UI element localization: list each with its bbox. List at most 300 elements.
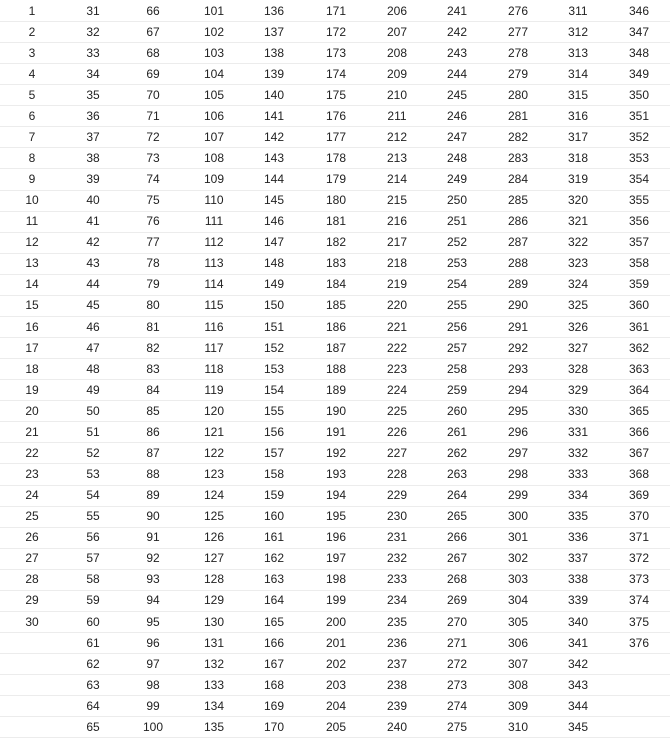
table-cell: 77 xyxy=(146,235,160,249)
table-cell: 46 xyxy=(86,320,100,334)
table-cell: 207 xyxy=(386,25,408,39)
table-cell: 4 xyxy=(28,67,36,81)
table-cell: 106 xyxy=(203,109,225,123)
table-cell: 107 xyxy=(203,130,225,144)
table-cell: 93 xyxy=(146,572,160,586)
table-cell: 376 xyxy=(628,636,650,650)
table-cell: 176 xyxy=(325,109,347,123)
table-cell: 174 xyxy=(325,67,347,81)
table-cell: 250 xyxy=(446,193,468,207)
table-cell: 18 xyxy=(25,362,39,376)
table-cell: 375 xyxy=(628,615,650,629)
table-cell: 59 xyxy=(86,593,100,607)
table-cell: 367 xyxy=(628,446,650,460)
table-cell: 121 xyxy=(203,425,225,439)
table-cell: 135 xyxy=(203,720,225,734)
table-cell: 317 xyxy=(567,130,589,144)
table-cell: 282 xyxy=(507,130,529,144)
table-cell: 14 xyxy=(25,277,39,291)
table-cell: 273 xyxy=(446,678,468,692)
table-cell: 23 xyxy=(25,467,39,481)
table-cell: 131 xyxy=(203,636,225,650)
table-cell: 134 xyxy=(203,699,225,713)
table-cell: 1 xyxy=(28,4,36,18)
table-cell: 252 xyxy=(446,235,468,249)
table-cell: 371 xyxy=(628,530,650,544)
table-cell: 194 xyxy=(325,488,347,502)
table-cell: 34 xyxy=(86,67,100,81)
table-cell: 318 xyxy=(567,151,589,165)
table-cell: 36 xyxy=(86,109,100,123)
table-cell: 66 xyxy=(146,4,160,18)
table-cell: 160 xyxy=(263,509,285,523)
table-cell: 316 xyxy=(567,109,589,123)
table-cell: 314 xyxy=(567,67,589,81)
table-cell: 8 xyxy=(28,151,36,165)
table-cell: 117 xyxy=(204,341,224,355)
table-cell: 196 xyxy=(325,530,347,544)
table-cell: 224 xyxy=(386,383,408,397)
table-cell: 147 xyxy=(263,235,285,249)
table-cell: 95 xyxy=(146,615,160,629)
table-cell: 278 xyxy=(507,46,529,60)
table-cell: 230 xyxy=(386,509,408,523)
table-cell: 75 xyxy=(146,193,160,207)
table-cell: 363 xyxy=(628,362,650,376)
table-cell: 170 xyxy=(263,720,285,734)
table-cell: 341 xyxy=(567,636,589,650)
table-cell: 86 xyxy=(146,425,160,439)
table-cell: 340 xyxy=(567,615,589,629)
table-cell: 356 xyxy=(628,214,650,228)
table-cell: 133 xyxy=(203,678,225,692)
table-cell: 22 xyxy=(25,446,39,460)
table-cell: 167 xyxy=(263,657,285,671)
table-cell: 120 xyxy=(203,404,225,418)
table-cell: 6 xyxy=(28,109,36,123)
table-cell: 163 xyxy=(263,572,285,586)
table-cell: 63 xyxy=(86,678,100,692)
table-cell: 20 xyxy=(25,404,39,418)
table-cell: 13 xyxy=(25,256,39,270)
table-cell: 88 xyxy=(146,467,160,481)
table-cell: 55 xyxy=(86,509,100,523)
table-cell: 344 xyxy=(567,699,589,713)
table-cell: 260 xyxy=(446,404,468,418)
table-cell: 38 xyxy=(86,151,100,165)
table-cell: 235 xyxy=(386,615,408,629)
table-cell: 101 xyxy=(203,4,225,18)
table-cell: 366 xyxy=(628,425,650,439)
table-cell: 64 xyxy=(86,699,100,713)
table-cell: 94 xyxy=(146,593,160,607)
table-cell: 184 xyxy=(325,277,347,291)
table-cell: 251 xyxy=(446,214,468,228)
table-cell: 70 xyxy=(146,88,160,102)
table-cell: 78 xyxy=(146,256,160,270)
table-cell: 98 xyxy=(146,678,160,692)
table-cell: 336 xyxy=(567,530,589,544)
table-cell: 335 xyxy=(567,509,589,523)
table-cell: 140 xyxy=(263,88,285,102)
table-cell: 311 xyxy=(568,4,588,18)
table-cell: 268 xyxy=(446,572,468,586)
table-cell: 299 xyxy=(507,488,529,502)
table-cell: 161 xyxy=(263,530,285,544)
table-cell: 208 xyxy=(386,46,408,60)
table-cell: 25 xyxy=(25,509,39,523)
table-cell: 71 xyxy=(146,109,160,123)
table-cell: 233 xyxy=(386,572,408,586)
table-cell: 320 xyxy=(567,193,589,207)
table-cell: 182 xyxy=(325,235,347,249)
table-cell: 92 xyxy=(146,551,160,565)
table-cell: 187 xyxy=(325,341,347,355)
table-cell: 199 xyxy=(325,593,347,607)
table-cell: 372 xyxy=(628,551,650,565)
table-cell: 144 xyxy=(263,172,285,186)
table-cell: 146 xyxy=(263,214,285,228)
table-cell: 103 xyxy=(203,46,225,60)
table-cell: 270 xyxy=(446,615,468,629)
table-cell: 99 xyxy=(146,699,160,713)
table-cell: 297 xyxy=(507,446,529,460)
table-cell: 108 xyxy=(203,151,225,165)
table-cell: 130 xyxy=(203,615,225,629)
table-cell: 115 xyxy=(204,298,224,312)
table-cell: 44 xyxy=(86,277,100,291)
table-cell: 171 xyxy=(325,4,347,18)
table-cell: 123 xyxy=(203,467,225,481)
table-cell: 213 xyxy=(386,151,408,165)
table-cell: 198 xyxy=(325,572,347,586)
table-cell: 315 xyxy=(567,88,589,102)
table-cell: 342 xyxy=(567,657,589,671)
table-cell: 206 xyxy=(386,4,408,18)
table-cell: 222 xyxy=(386,341,408,355)
table-cell: 232 xyxy=(386,551,408,565)
table-cell: 243 xyxy=(446,46,468,60)
table-cell: 263 xyxy=(446,467,468,481)
table-cell: 360 xyxy=(628,298,650,312)
table-cell: 191 xyxy=(325,425,347,439)
table-cell: 189 xyxy=(325,383,347,397)
table-cell: 27 xyxy=(25,551,39,565)
table-cell: 47 xyxy=(86,341,100,355)
table-cell: 45 xyxy=(86,298,100,312)
table-cell: 168 xyxy=(263,678,285,692)
table-cell: 91 xyxy=(146,530,160,544)
table-cell: 337 xyxy=(567,551,589,565)
table-cell: 254 xyxy=(446,277,468,291)
table-cell: 228 xyxy=(386,467,408,481)
table-cell: 307 xyxy=(507,657,529,671)
table-cell: 295 xyxy=(507,404,529,418)
table-cell: 333 xyxy=(567,467,589,481)
table-cell: 139 xyxy=(263,67,285,81)
table-cell: 137 xyxy=(263,25,285,39)
table-cell: 159 xyxy=(263,488,285,502)
table-cell: 62 xyxy=(86,657,100,671)
table-cell: 374 xyxy=(628,593,650,607)
table-cell: 322 xyxy=(567,235,589,249)
table-cell: 43 xyxy=(86,256,100,270)
table-cell: 288 xyxy=(507,256,529,270)
table-cell: 65 xyxy=(86,720,100,734)
table-cell: 281 xyxy=(507,109,529,123)
table-cell: 192 xyxy=(325,446,347,460)
table-cell: 279 xyxy=(507,67,529,81)
table-cell: 350 xyxy=(628,88,650,102)
table-cell: 138 xyxy=(263,46,285,60)
table-cell: 290 xyxy=(507,298,529,312)
table-cell: 237 xyxy=(386,657,408,671)
table-cell: 30 xyxy=(25,615,39,629)
table-cell: 361 xyxy=(628,320,650,334)
table-cell: 172 xyxy=(325,25,347,39)
table-cell: 308 xyxy=(507,678,529,692)
table-cell: 152 xyxy=(263,341,285,355)
table-cell: 195 xyxy=(325,509,347,523)
table-cell: 179 xyxy=(325,172,347,186)
table-cell: 87 xyxy=(146,446,160,460)
table-cell: 246 xyxy=(446,109,468,123)
table-cell: 100 xyxy=(142,720,164,734)
table-cell: 223 xyxy=(386,362,408,376)
table-cell: 248 xyxy=(446,151,468,165)
table-cell: 50 xyxy=(86,404,100,418)
table-cell: 275 xyxy=(446,720,468,734)
table-cell: 56 xyxy=(86,530,100,544)
table-cell: 296 xyxy=(507,425,529,439)
table-cell: 373 xyxy=(628,572,650,586)
table-cell: 52 xyxy=(86,446,100,460)
table-cell: 216 xyxy=(386,214,408,228)
table-cell: 313 xyxy=(567,46,589,60)
table-cell: 262 xyxy=(446,446,468,460)
table-cell: 245 xyxy=(446,88,468,102)
table-cell: 175 xyxy=(325,88,347,102)
table-cell: 11 xyxy=(25,214,39,228)
table-cell: 85 xyxy=(146,404,160,418)
table-cell: 81 xyxy=(146,320,160,334)
table-cell: 127 xyxy=(203,551,225,565)
table-cell: 309 xyxy=(507,699,529,713)
table-cell: 306 xyxy=(507,636,529,650)
table-cell: 35 xyxy=(86,88,100,102)
table-cell: 110 xyxy=(204,193,224,207)
table-cell: 298 xyxy=(507,467,529,481)
table-cell: 304 xyxy=(507,593,529,607)
table-cell: 157 xyxy=(263,446,285,460)
table-cell: 173 xyxy=(325,46,347,60)
table-cell: 155 xyxy=(263,404,285,418)
table-cell: 209 xyxy=(386,67,408,81)
table-cell: 338 xyxy=(567,572,589,586)
table-cell: 323 xyxy=(567,256,589,270)
table-cell: 359 xyxy=(628,277,650,291)
table-cell: 122 xyxy=(203,446,225,460)
table-cell: 305 xyxy=(507,615,529,629)
table-cell: 321 xyxy=(567,214,589,228)
table-cell: 28 xyxy=(25,572,39,586)
table-cell: 67 xyxy=(146,25,160,39)
table-cell: 303 xyxy=(507,572,529,586)
table-cell: 84 xyxy=(146,383,160,397)
table-cell: 234 xyxy=(386,593,408,607)
table-cell: 349 xyxy=(628,67,650,81)
table-cell: 218 xyxy=(386,256,408,270)
table-cell: 353 xyxy=(628,151,650,165)
table-cell: 264 xyxy=(446,488,468,502)
table-cell: 300 xyxy=(507,509,529,523)
table-cell: 259 xyxy=(446,383,468,397)
table-cell: 324 xyxy=(567,277,589,291)
table-cell: 79 xyxy=(146,277,160,291)
table-cell: 197 xyxy=(325,551,347,565)
table-cell: 41 xyxy=(86,214,100,228)
table-cell: 332 xyxy=(567,446,589,460)
table-cell: 242 xyxy=(446,25,468,39)
table-cell: 326 xyxy=(567,320,589,334)
table-cell: 238 xyxy=(386,678,408,692)
table-cell: 40 xyxy=(86,193,100,207)
table-cell: 276 xyxy=(507,4,529,18)
table-cell: 239 xyxy=(386,699,408,713)
table-cell: 225 xyxy=(386,404,408,418)
table-cell: 193 xyxy=(325,467,347,481)
table-cell: 124 xyxy=(203,488,225,502)
table-cell: 325 xyxy=(567,298,589,312)
table-cell: 240 xyxy=(386,720,408,734)
table-cell: 58 xyxy=(86,572,100,586)
table-cell: 105 xyxy=(203,88,225,102)
table-cell: 119 xyxy=(204,383,224,397)
table-cell: 83 xyxy=(146,362,160,376)
table-cell: 5 xyxy=(28,88,36,102)
table-cell: 352 xyxy=(628,130,650,144)
table-cell: 150 xyxy=(263,298,285,312)
table-cell: 125 xyxy=(203,509,225,523)
table-cell: 257 xyxy=(446,341,468,355)
table-cell: 53 xyxy=(86,467,100,481)
table-cell: 145 xyxy=(263,193,285,207)
table-cell: 345 xyxy=(567,720,589,734)
table-cell: 39 xyxy=(86,172,100,186)
table-cell: 74 xyxy=(146,172,160,186)
table-cell: 292 xyxy=(507,341,529,355)
table-cell: 287 xyxy=(507,235,529,249)
table-cell: 178 xyxy=(325,151,347,165)
table-cell: 217 xyxy=(386,235,408,249)
table-cell: 61 xyxy=(86,636,100,650)
table-cell: 241 xyxy=(446,4,468,18)
table-cell: 21 xyxy=(25,425,39,439)
table-cell: 267 xyxy=(446,551,468,565)
table-cell: 143 xyxy=(263,151,285,165)
table-cell: 301 xyxy=(507,530,529,544)
table-cell: 310 xyxy=(507,720,529,734)
table-cell: 17 xyxy=(25,341,39,355)
table-cell: 68 xyxy=(146,46,160,60)
table-cell: 334 xyxy=(567,488,589,502)
table-cell: 72 xyxy=(146,130,160,144)
table-cell: 220 xyxy=(386,298,408,312)
table-cell: 368 xyxy=(628,467,650,481)
table-cell: 210 xyxy=(386,88,408,102)
table-cell: 236 xyxy=(386,636,408,650)
table-cell: 226 xyxy=(386,425,408,439)
table-cell: 219 xyxy=(386,277,408,291)
table-cell: 274 xyxy=(446,699,468,713)
table-cell: 148 xyxy=(263,256,285,270)
table-cell: 201 xyxy=(325,636,347,650)
table-cell: 293 xyxy=(507,362,529,376)
table-cell: 330 xyxy=(567,404,589,418)
table-cell: 319 xyxy=(567,172,589,186)
table-cell: 118 xyxy=(204,362,224,376)
table-cell: 166 xyxy=(263,636,285,650)
table-cell: 165 xyxy=(263,615,285,629)
table-cell: 114 xyxy=(204,277,224,291)
table-cell: 364 xyxy=(628,383,650,397)
table-cell: 57 xyxy=(86,551,100,565)
table-cell: 214 xyxy=(386,172,408,186)
table-cell: 32 xyxy=(86,25,100,39)
table-cell: 369 xyxy=(628,488,650,502)
table-cell: 343 xyxy=(567,678,589,692)
table-cell: 229 xyxy=(386,488,408,502)
table-cell: 328 xyxy=(567,362,589,376)
table-cell: 24 xyxy=(25,488,39,502)
table-cell: 19 xyxy=(25,383,39,397)
table-cell: 215 xyxy=(386,193,408,207)
table-cell: 355 xyxy=(628,193,650,207)
table-cell: 327 xyxy=(567,341,589,355)
table-cell: 247 xyxy=(446,130,468,144)
table-cell: 177 xyxy=(325,130,347,144)
table-cell: 49 xyxy=(86,383,100,397)
table-cell: 277 xyxy=(507,25,529,39)
table-cell: 126 xyxy=(203,530,225,544)
table-cell: 221 xyxy=(386,320,408,334)
table-cell: 244 xyxy=(446,67,468,81)
table-cell: 42 xyxy=(86,235,100,249)
table-cell: 3 xyxy=(28,46,36,60)
table-cell: 73 xyxy=(146,151,160,165)
table-cell: 203 xyxy=(325,678,347,692)
table-cell: 31 xyxy=(86,4,100,18)
table-cell: 202 xyxy=(325,657,347,671)
table-cell: 358 xyxy=(628,256,650,270)
table-cell: 89 xyxy=(146,488,160,502)
table-cell: 82 xyxy=(146,341,160,355)
table-cell: 365 xyxy=(628,404,650,418)
table-cell: 346 xyxy=(628,4,650,18)
table-cell: 331 xyxy=(567,425,589,439)
table-cell: 181 xyxy=(325,214,347,228)
table-cell: 211 xyxy=(387,109,407,123)
table-cell: 96 xyxy=(146,636,160,650)
table-cell: 283 xyxy=(507,151,529,165)
table-cell: 205 xyxy=(325,720,347,734)
table-cell: 227 xyxy=(386,446,408,460)
table-cell: 97 xyxy=(146,657,160,671)
table-cell: 51 xyxy=(86,425,100,439)
table-cell: 7 xyxy=(28,130,36,144)
table-cell: 109 xyxy=(203,172,225,186)
table-cell: 90 xyxy=(146,509,160,523)
